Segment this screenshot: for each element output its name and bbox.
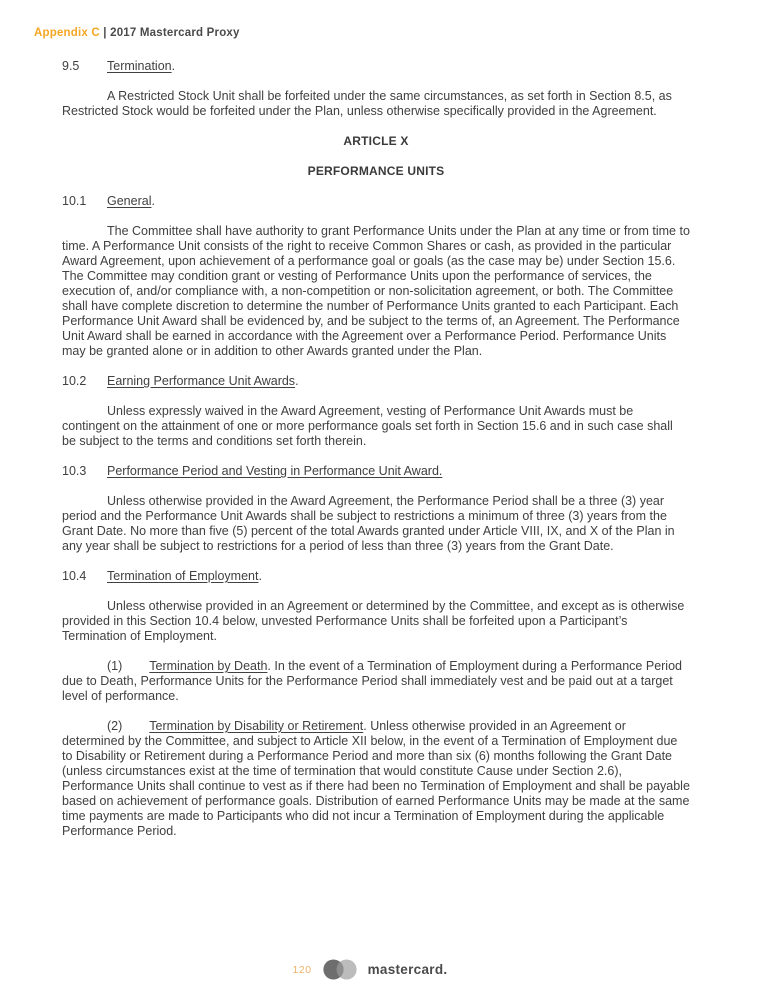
section-title: Performance Period and Vesting in Performance Unit Award. [107,464,443,478]
section-10-4-heading [62,569,690,584]
section-title: Termination [107,59,172,73]
subsection-title-suffix: . [267,659,271,673]
subsection-text: Unless otherwise provided in an Agreement or determined by the Committee, and subject to Article XII below, in the event of a Termination of Employment due to Disability or Retirement during a Performance Period and more than six (6) months following the Grant Date (unless circumstances exist at the time of termination that would constitute Cause under Section 2.6), Performance Units shall continue to vest as if there had been no Termination of Employment and shall be payable based on achievement of performance goals. Distribution of earned Performance Units may be made at the same time payments are made to Participants who did not incur a Termination of Employment during the applicable Performance Period. [62,719,690,838]
article-subtitle: PERFORMANCE UNITS [307,164,445,178]
section-10-2-heading [62,374,690,389]
page-number: 120 [292,963,312,976]
section-title: Earning Performance Unit Awards [107,374,296,388]
section-number: 10.2 [62,374,87,388]
section-10-1-paragraph: The Committee shall have authority to grant Performance Units under the Plan at any time or from time to time. A Performance Unit consists of the right to receive Common Shares or cash, as provided in the particular Award Agreement, upon achievement of a performance goal or goals (as the case may be) under Section 15.6. The Committee may condition grant or vesting of Performance Units upon the performance of services, the execution of, and/or compliance with, a non-competition or non-solicitation agreement, or both. The Committee shall have complete discretion to determine the number of Performance Units granted to each Participant. Each Performance Unit Award shall be evidenced by, and be subject to the terms of, an Agreement. The Performance Unit Award shall be earned in accordance with the Agreement over a Performance Period. Performance Units may be granted alone or in addition to other Awards granted under the Plan. [62,224,690,358]
mastercard-logo-icon [323,959,357,980]
mastercard-wordmark: mastercard. [367,962,448,977]
section-title: General [107,194,152,208]
section-number: 10.1 [62,194,87,208]
section-title: Termination of Employment [107,569,259,583]
section-9-5-paragraph: A Restricted Stock Unit shall be forfeited under the same circumstances, as set forth in Section 8.5, as Restricted Stock would be forfeited under the Plan, unless otherwise specifically provided in the Agreement. [62,89,672,118]
document-body [62,59,690,839]
section-title-suffix: . [295,374,299,388]
section-title-suffix: . [151,194,155,208]
subsection-title: Termination by Disability or Retirement [149,719,364,733]
subsection-text: In the event of a Termination of Employment during a Performance Period due to Death, Performance Units for the Performance Period shall immediately vest and be paid out at a target level of performance. [62,659,682,703]
section-10-2-paragraph: Unless expressly waived in the Award Agreement, vesting of Performance Unit Awards must be contingent on the attainment of one or more performance goals set forth in Section 15.6 and in such case shall be subject to the terms and conditions set forth therein. [62,404,673,448]
section-10-1-heading [62,194,690,209]
page-header [34,27,240,39]
section-10-4-paragraph: Unless otherwise provided in an Agreement or determined by the Committee, and except as is otherwise provided in this Section 10.4 below, unvested Performance Units shall be forfeited upon a Participant’s Termination of Employment. [62,599,685,643]
document-title: 2017 Mastercard Proxy [110,27,240,39]
section-number: 10.4 [62,569,87,583]
subsection-number: (2) [107,719,123,733]
page-footer [0,959,754,980]
subsection-10-4-1 [62,659,690,704]
section-number: 10.3 [62,464,87,478]
section-title-suffix: . [258,569,262,583]
subsection-title-suffix: . [363,719,367,733]
section-number: 9.5 [62,59,80,73]
section-title-suffix: . [171,59,176,73]
header-divider: | [99,27,111,39]
section-9-5-heading [62,59,690,74]
article-title: ARTICLE X [343,134,409,148]
section-10-3-heading [62,464,690,479]
appendix-label: Appendix C [34,27,100,39]
subsection-10-4-2 [62,719,690,839]
subsection-title: Termination by Death [149,659,268,673]
section-10-3-paragraph: Unless otherwise provided in the Award Agreement, the Performance Period shall be a three (3) year period and the Performance Unit Awards shall be subject to restrictions a minimum of three (3) years from the Grant Date. No more than five (5) percent of the total Awards granted under Article VIII, IX, and X of the Plan in any year shall be subject to restrictions for a period of less than three (3) years from the Grant Date. [62,494,675,553]
subsection-number: (1) [107,659,123,673]
